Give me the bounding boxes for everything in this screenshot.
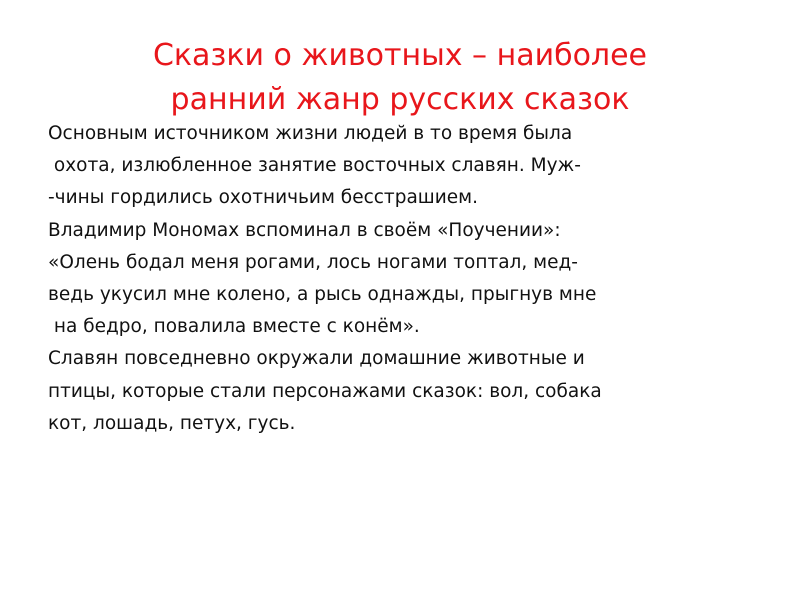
slide-title-line: Сказки о животных – наиболее bbox=[152, 38, 648, 73]
body-line: Владимир Мономах вспоминал в своём «Поучении»: bbox=[48, 219, 561, 241]
body-line: на бедро, повалила вместе с конём». bbox=[48, 316, 420, 338]
body-line: «Олень бодал меня рогами, лось ногами топтал, мед- bbox=[48, 251, 578, 273]
body-line: Славян повседневно окружали домашние животные и bbox=[48, 348, 585, 370]
body-line: птицы, которые стали персонажами сказок: вол, собака bbox=[48, 380, 602, 402]
body-line: ведь укусил мне колено, а рысь однажды, прыгнув мне bbox=[48, 284, 597, 306]
body-line: Основным источником жизни людей в то время была bbox=[48, 123, 573, 144]
body-line: кот, лошадь, петух, гусь. bbox=[48, 412, 296, 434]
body-line: -чины гордились охотничьим бесстрашием. bbox=[48, 187, 478, 209]
slide-title bbox=[0, 34, 800, 122]
body-line: охота, излюбленное занятие восточных славян. Муж- bbox=[48, 155, 581, 177]
slide-title-line: ранний жанр русских сказок bbox=[170, 82, 630, 117]
slide-body-text bbox=[48, 118, 768, 440]
